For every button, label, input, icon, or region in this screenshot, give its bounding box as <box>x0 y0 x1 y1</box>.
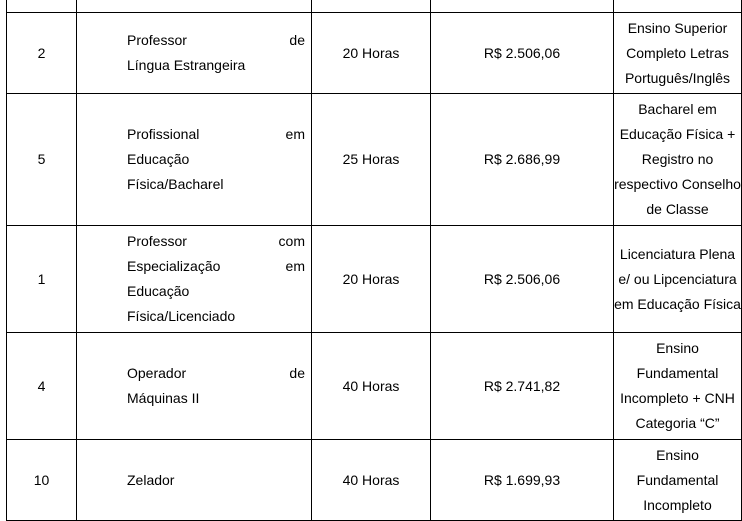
requirements-cell <box>614 94 742 226</box>
requirement-line: Fundamental <box>636 471 719 488</box>
role-line: Especialização em <box>127 258 305 274</box>
requirement-line: Fundamental <box>636 365 719 381</box>
requirement-line: em Educação Física <box>614 295 741 312</box>
requirement-line: Ensino <box>656 340 699 356</box>
table-row <box>7 226 742 333</box>
requirement-line: Completo Letras <box>626 44 729 61</box>
requirement-line: Bacharel em <box>638 101 717 117</box>
requirements-cell <box>614 226 742 333</box>
role-line: Física/Licenciado <box>127 308 236 324</box>
role-line: Língua Estrangeira <box>127 57 246 73</box>
requirements-cell <box>614 440 742 521</box>
hours-cell: 40 Horas <box>312 440 431 521</box>
vacancies-cell: 4 <box>7 333 77 440</box>
hours-cell <box>312 0 431 13</box>
role-cell <box>77 0 312 13</box>
salary-cell <box>431 0 614 13</box>
role-line: Máquinas II <box>127 390 200 406</box>
vacancies-cell <box>7 0 77 13</box>
role-line: Profissional em <box>127 126 305 142</box>
vacancies-cell: 10 <box>7 440 77 521</box>
table-row <box>7 94 742 226</box>
role-line: Operador de <box>127 365 305 381</box>
role-line: Educação <box>127 151 190 167</box>
requirement-line: e/ ou Lipcenciatura <box>618 270 737 287</box>
table-row <box>7 333 742 440</box>
requirements-cell <box>614 333 742 440</box>
requirement-line: Educação Física + <box>619 126 736 142</box>
hours-cell: 20 Horas <box>312 13 431 94</box>
requirements-cell <box>614 0 742 13</box>
role-line: Zelador <box>127 471 175 488</box>
requirement-line: Ensino Superior <box>627 19 728 36</box>
requirement-line: Incompleto + CNH <box>620 390 735 406</box>
vacancies-cell: 1 <box>7 226 77 333</box>
requirement-line: Categoria “C” <box>635 415 720 431</box>
table-row <box>7 13 742 94</box>
vacancies-cell: 5 <box>7 94 77 226</box>
requirement-line: Licenciatura Plena <box>619 245 736 262</box>
requirement-line: Registro no <box>641 151 714 167</box>
role-cell <box>77 13 312 94</box>
role-cell <box>77 333 312 440</box>
hours-cell: 25 Horas <box>312 94 431 226</box>
role-cell <box>77 440 312 521</box>
role-cell <box>77 226 312 333</box>
table-row <box>7 0 742 13</box>
requirement-line: respectivo Conselho <box>614 176 741 192</box>
salary-cell: R$ 2.506,06 <box>431 13 614 94</box>
requirement-line: Ensino <box>656 446 699 463</box>
vacancies-cell: 2 <box>7 13 77 94</box>
requirements-cell <box>614 13 742 94</box>
salary-cell: R$ 2.686,99 <box>431 94 614 226</box>
salary-cell: R$ 1.699,93 <box>431 440 614 521</box>
requirement-line: Português/Inglês <box>624 69 731 86</box>
role-line: Educação <box>127 283 190 299</box>
requirement-line: Incompleto <box>643 496 712 513</box>
role-line: Professor de <box>127 32 305 48</box>
role-cell <box>77 94 312 226</box>
table-row <box>7 440 742 521</box>
job-vacancies-table <box>6 0 742 521</box>
requirement-line: de Classe <box>646 201 709 217</box>
hours-cell: 20 Horas <box>312 226 431 333</box>
role-line: Física/Bacharel <box>127 176 224 192</box>
salary-cell: R$ 2.741,82 <box>431 333 614 440</box>
hours-cell: 40 Horas <box>312 333 431 440</box>
salary-cell: R$ 2.506,06 <box>431 226 614 333</box>
role-line: Professor com <box>127 233 305 249</box>
